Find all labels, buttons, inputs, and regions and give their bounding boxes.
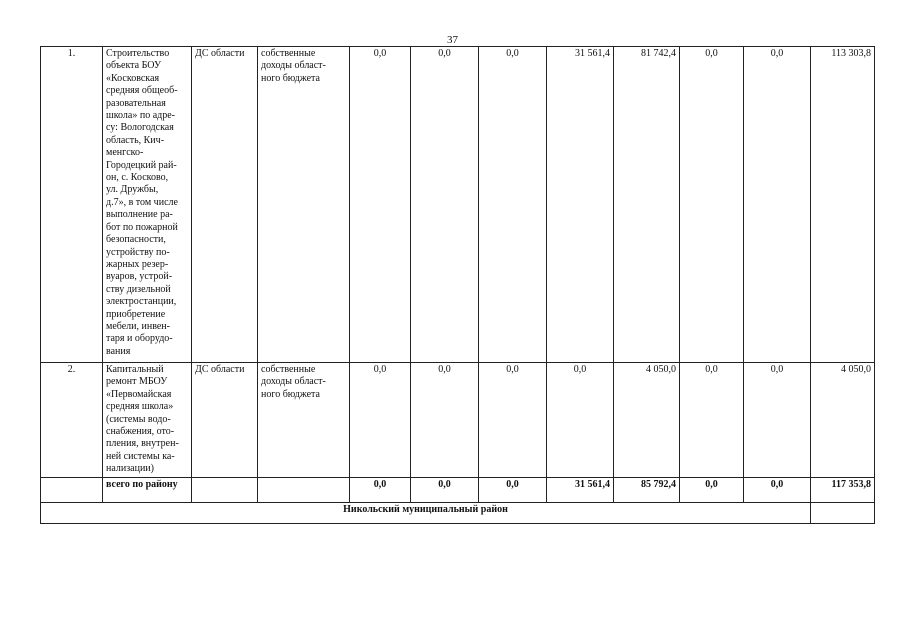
object-name-line: пления, внутрен- xyxy=(106,438,179,450)
object-name-line: ней системы ка- xyxy=(106,450,175,462)
value-cell: 81 742,4 xyxy=(614,47,680,363)
object-name-line: электростанции, xyxy=(106,296,177,308)
funding-type-line: ного бюджета xyxy=(261,388,320,400)
funding-source-cell: ДС области xyxy=(192,363,258,478)
value-cell: 113 303,8 xyxy=(811,47,875,363)
total-value-cell: 0,0 xyxy=(479,478,547,503)
object-name-line: снабжения, ото- xyxy=(106,426,175,438)
object-name-line: средняя школа» xyxy=(106,401,174,413)
object-name-line: устройству по- xyxy=(106,246,170,258)
object-name-line: средняя общеоб- xyxy=(106,85,178,97)
object-name-cell xyxy=(103,363,192,478)
total-empty-cell xyxy=(192,478,258,503)
total-empty-cell xyxy=(258,478,350,503)
table-row xyxy=(41,363,875,478)
total-value-cell: 0,0 xyxy=(680,478,744,503)
object-name-line: Строительство xyxy=(106,48,170,59)
table-row xyxy=(41,47,875,363)
object-name-line: (системы водо- xyxy=(106,413,171,425)
object-name-line: Капитальный xyxy=(106,364,164,375)
value-cell: 0,0 xyxy=(479,47,547,363)
object-name-cell xyxy=(103,47,192,363)
value-cell: 0,0 xyxy=(411,47,479,363)
total-value-cell: 117 353,8 xyxy=(811,478,875,503)
object-name-line: д.7», в том числе xyxy=(106,196,178,208)
funding-type-cell xyxy=(258,47,350,363)
total-value-cell: 0,0 xyxy=(350,478,411,503)
value-cell: 0,0 xyxy=(744,47,811,363)
value-cell: 4 050,0 xyxy=(811,363,875,478)
district-header-row xyxy=(41,503,875,524)
object-name-line: нализации) xyxy=(106,463,154,475)
district-name: Никольский муниципальный район xyxy=(41,503,811,524)
object-name-line: Городецкий рай- xyxy=(106,159,177,171)
object-name-line: разовательная xyxy=(106,97,166,109)
object-name-line: «Косковская xyxy=(106,72,160,84)
funding-type-line: собственные xyxy=(261,364,316,375)
row-index: 1. xyxy=(41,47,103,363)
funding-type-line: доходы област- xyxy=(261,376,326,388)
object-name-line: вания xyxy=(106,345,131,357)
district-empty-cell xyxy=(811,503,875,524)
value-cell: 0,0 xyxy=(350,363,411,478)
object-name-line: безопасности, xyxy=(106,234,166,246)
object-name-line: ул. Дружбы, xyxy=(106,184,159,196)
object-name-line: таря и оборудо- xyxy=(106,333,173,345)
object-name-line: ремонт МБОУ xyxy=(106,376,168,388)
value-cell: 0,0 xyxy=(744,363,811,478)
value-cell: 0,0 xyxy=(411,363,479,478)
value-cell: 0,0 xyxy=(680,47,744,363)
total-value-cell: 0,0 xyxy=(411,478,479,503)
object-name-line: ству дизельной xyxy=(106,283,171,295)
object-name-line: он, с. Косково, xyxy=(106,172,169,184)
funding-type-line: собственные xyxy=(261,48,316,59)
value-cell: 31 561,4 xyxy=(547,47,614,363)
value-cell: 0,0 xyxy=(547,363,614,478)
total-value-cell: 85 792,4 xyxy=(614,478,680,503)
funding-type-line: ного бюджета xyxy=(261,72,320,84)
value-cell: 0,0 xyxy=(680,363,744,478)
total-value-cell: 31 561,4 xyxy=(547,478,614,503)
funding-source-cell: ДС области xyxy=(192,47,258,363)
value-cell: 0,0 xyxy=(479,363,547,478)
row-index: 2. xyxy=(41,363,103,478)
total-row xyxy=(41,478,875,503)
funding-type-cell xyxy=(258,363,350,478)
total-label: всего по району xyxy=(103,478,192,503)
object-name-line: вуаров, устрой- xyxy=(106,271,173,283)
object-name-line: мебели, инвен- xyxy=(106,320,170,332)
total-value-cell: 0,0 xyxy=(744,478,811,503)
object-name-line: выполнение ра- xyxy=(106,209,173,221)
object-name-line: «Первомайская xyxy=(106,388,172,400)
value-cell: 4 050,0 xyxy=(614,363,680,478)
object-name-line: менгско- xyxy=(106,147,144,159)
object-name-line: жарных резер- xyxy=(106,258,169,270)
object-name-line: школа» по адре- xyxy=(106,110,175,122)
object-name-line: бот по пожарной xyxy=(106,221,178,233)
object-name-line: приобретение xyxy=(106,308,166,320)
page-number: 37 xyxy=(447,34,458,46)
funding-type-line: доходы област- xyxy=(261,60,326,72)
object-name-line: су: Вологодская xyxy=(106,122,174,134)
total-index-cell xyxy=(41,478,103,503)
object-name-line: объекта БОУ xyxy=(106,60,162,72)
object-name-line: область, Кич- xyxy=(106,134,165,146)
budget-table xyxy=(40,46,875,524)
value-cell: 0,0 xyxy=(350,47,411,363)
